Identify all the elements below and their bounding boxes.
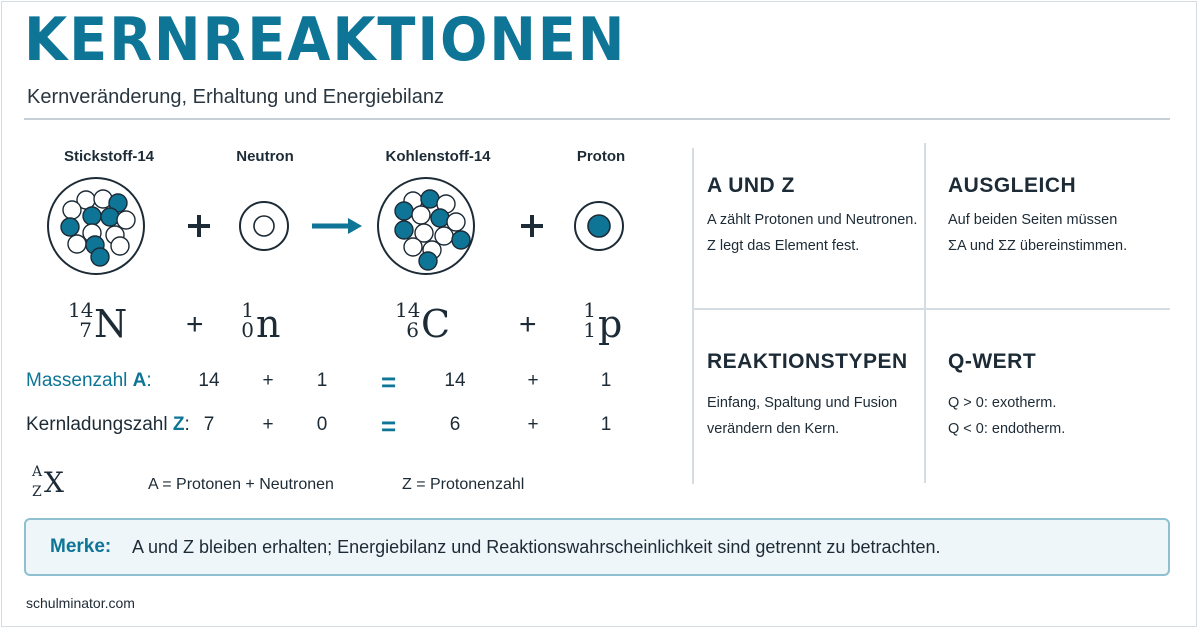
mass-label-colon: : <box>146 370 152 391</box>
element-symbol: N <box>94 302 128 346</box>
cards-middle-divider <box>924 143 926 483</box>
particle-label-carbon: Kohlenstoff-14 <box>385 148 491 165</box>
card-line: Q > 0: exotherm. <box>948 395 1057 411</box>
card-heading-ausgleich: AUSGLEICH <box>948 174 1077 197</box>
notation-z: Z <box>32 484 42 500</box>
mass-plus-2: + <box>527 370 539 391</box>
atomic-number: 0 <box>241 318 254 342</box>
particle-label-nitrogen: Stickstoff-14 <box>63 148 155 165</box>
particle-label-proton: Proton <box>576 148 626 165</box>
page-subtitle: Kernveränderung, Erhaltung und Energiebilanz <box>27 86 444 108</box>
element-symbol: n <box>256 302 281 346</box>
mass-label-text: Massenzahl <box>26 370 133 391</box>
mass-label-letter: A <box>132 370 147 391</box>
nuclide-notation <box>28 464 88 508</box>
mass-equals: = <box>381 367 397 397</box>
card-line: verändern den Kern. <box>707 421 840 437</box>
merke-box <box>24 518 1170 576</box>
element-symbol: p <box>598 302 623 346</box>
charge-value-n14: 7 <box>203 414 215 435</box>
mass-number: 1 <box>583 298 596 322</box>
atomic-number: 6 <box>406 318 419 342</box>
notation-a: A <box>32 464 43 480</box>
card-line: Q < 0: endotherm. <box>948 421 1066 437</box>
charge-value-c14: 6 <box>449 414 461 435</box>
charge-plus-2: + <box>527 414 539 435</box>
charge-label-text: Kernladungszahl <box>26 414 173 435</box>
mass-value-n14: 14 <box>198 370 220 391</box>
notation-a-definition: A = Protonen + Neutronen <box>148 476 334 493</box>
cards-left-divider <box>692 148 694 484</box>
card-heading-q-wert: Q-WERT <box>948 350 1037 373</box>
card-text-ausgleich <box>948 207 1127 259</box>
charge-equals: = <box>381 411 397 441</box>
card-line: Z legt das Element fest. <box>707 238 860 254</box>
card-line: A zählt Protonen und Neutronen. <box>707 212 918 228</box>
card-text-q-wert <box>948 390 1065 442</box>
charge-number-label <box>26 414 190 436</box>
card-text-a-und-z <box>707 207 917 259</box>
atomic-number: 1 <box>583 318 596 342</box>
mass-number-label <box>26 370 152 392</box>
charge-value-proton: 1 <box>600 414 612 435</box>
card-text-reaktionstypen <box>707 390 897 442</box>
mass-number: 14 <box>68 298 94 322</box>
cards-horizontal-divider <box>692 308 1170 310</box>
card-line: ΣA und ΣZ übereinstimmen. <box>948 238 1128 254</box>
mass-value-neutron: 1 <box>316 370 328 391</box>
page-title: KERNREAKTIONEN <box>24 5 627 75</box>
element-symbol: C <box>421 302 451 346</box>
equation-plus-1: + <box>186 308 204 341</box>
card-heading-a-und-z: A UND Z <box>707 174 795 197</box>
equation-plus-2: + <box>519 308 537 341</box>
mass-value-c14: 14 <box>444 370 466 391</box>
merke-label: Merke: <box>50 536 112 557</box>
card-line: Einfang, Spaltung und Fusion <box>707 395 898 411</box>
title-divider <box>24 118 1170 120</box>
charge-value-neutron: 0 <box>316 414 328 435</box>
charge-label-letter: Z <box>172 414 185 435</box>
particle-label-neutron: Neutron <box>236 148 294 165</box>
card-heading-reaktionstypen: REAKTIONSTYPEN <box>707 350 908 373</box>
mass-number: 14 <box>395 298 421 322</box>
charge-label-colon: : <box>184 414 190 435</box>
charge-plus-1: + <box>262 414 274 435</box>
mass-plus-1: + <box>262 370 274 391</box>
notation-z-definition: Z = Protonenzahl <box>402 476 525 493</box>
atomic-number: 7 <box>79 318 92 342</box>
mass-value-proton: 1 <box>600 370 612 391</box>
footer-domain: schulminator.com <box>26 595 135 611</box>
merke-text: A und Z bleiben erhalten; Energiebilanz und Reaktionswahrscheinlichkeit sind getrennt zu betrachten. <box>132 537 941 557</box>
mass-number: 1 <box>241 298 254 322</box>
notation-x: X <box>44 466 64 499</box>
card-line: Auf beiden Seiten müssen <box>948 212 1118 228</box>
